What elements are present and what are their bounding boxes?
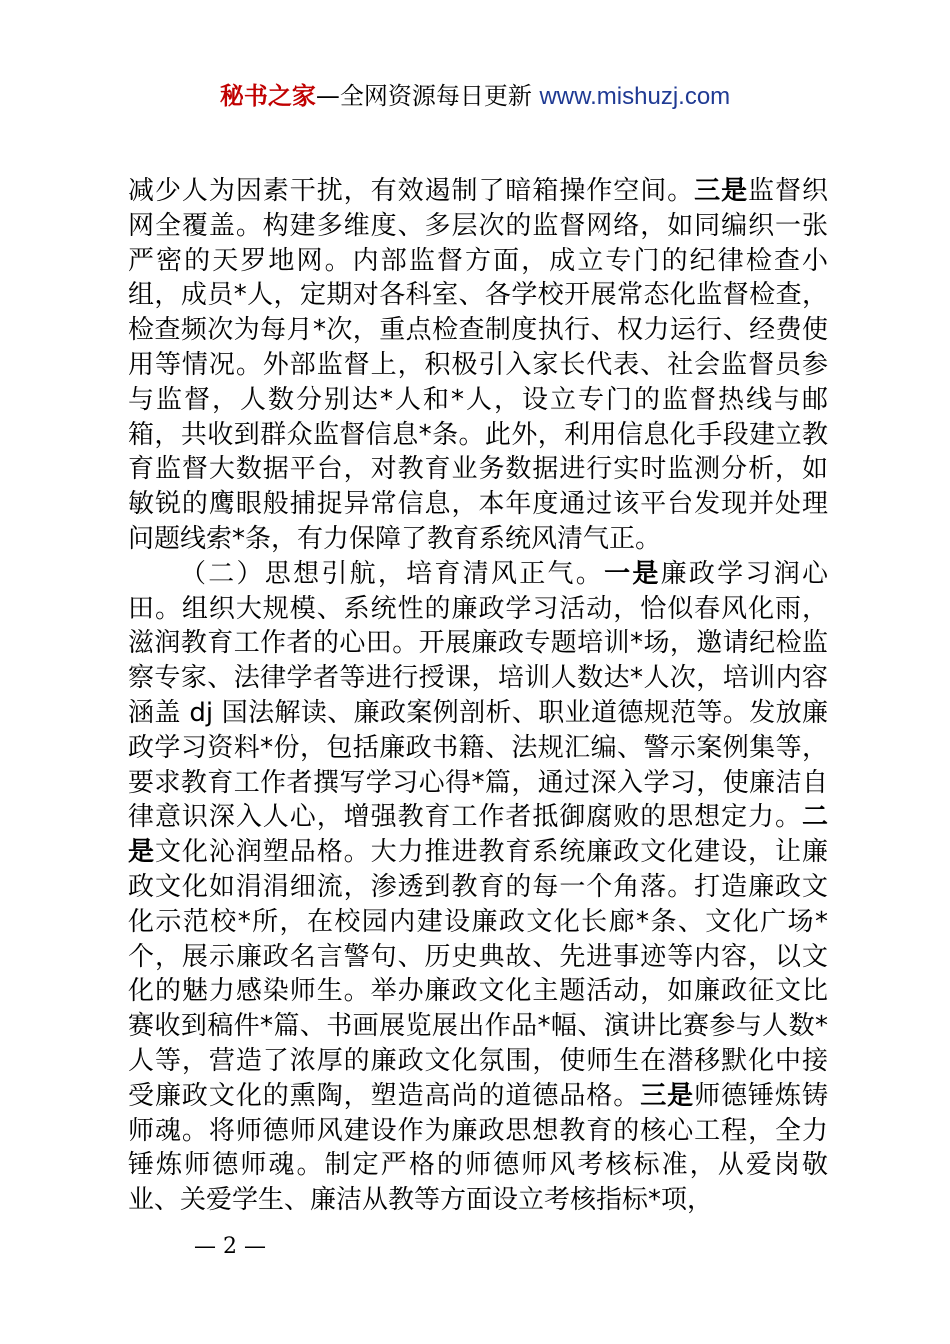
site-url-link[interactable]: www.mishuzj.com: [539, 83, 731, 110]
site-tagline: —全网资源每日更新: [315, 82, 540, 110]
site-header: [0, 80, 950, 113]
paragraph-1: [128, 174, 828, 557]
text-run: 廉政学习润心田。组织大规模、系统性的廉政学习活动，恰似春风化雨，滋润教育工作者的心田。开展廉政专题培训*场，邀请纪检监察专家、法律学者等进行授课，培训人数达*人次，培训内容涵盖 dj 国法解读、廉政案例剖析、职业道德规范等。发放廉政学习资料*份，包括廉政书籍、法规汇编、警示案例集等，要求教育工作者撰写学习心得*篇，通过深入学习，使廉洁自律意识深入人心，增强教育工作者抵御腐败的思想定力。: [128, 558, 828, 833]
emphasis-run: 二是: [128, 802, 828, 868]
page-number: — 2 —: [194, 1234, 266, 1259]
site-brand: 秘书之家: [219, 82, 316, 110]
emphasis-run: 三是: [640, 1080, 695, 1111]
text-run: 减少人为因素干扰，有效遏制了暗箱操作空间。: [128, 176, 695, 206]
text-run: 师德锤炼铸师魂。将师德师风建设作为廉政思想教育的核心工程，全力锤炼师德师魂。制定严格的师德师风考核标准，从爱岗敬业、关爱学生、廉洁从教等方面设立考核指标*项，: [128, 1080, 828, 1216]
document-body: [128, 174, 828, 1218]
section-heading-run: （二）思想引航，培育清风正气。: [180, 558, 605, 589]
text-run: 文化沁润塑品格。大力推进教育系统廉政文化建设，让廉政文化如涓涓细流，渗透到教育的每一个角落。打造廉政文化示范校*所，在校园内建设廉政文化长廊*条、文化广场*个，展示廉政名言警句、历史典故、先进事迹等内容，以文化的魅力感染师生。举办廉政文化主题活动，如廉政征文比赛收到稿件*篇、书画展览展出作品*幅、演讲比赛参与人数*人等，营造了浓厚的廉政文化氛围，使师生在潜移默化中接受廉政文化的熏陶，塑造高尚的道德品格。: [128, 837, 828, 1111]
emphasis-run: 一是: [604, 558, 661, 589]
paragraph-2: [128, 557, 828, 1218]
text-run: 监督织网全覆盖。构建多维度、多层次的监督网络，如同编织一张严密的天罗地网。内部监督方面，成立专门的纪律检查小组，成员*人，定期对各科室、各学校开展常态化监督检查，检查频次为每月*次，重点检查制度执行、权力运行、经费使用等情况。外部监督上，积极引入家长代表、社会监督员参与监督，人数分别达*人和*人，设立专门的监督热线与邮箱，共收到群众监督信息*条。此外，利用信息化手段建立教育监督大数据平台，对教育业务数据进行实时监测分析，如敏锐的鹰眼般捕捉异常信息，本年度通过该平台发现并处理问题线索*条，有力保障了教育系统风清气正。: [128, 176, 828, 554]
emphasis-run: 三是: [694, 176, 749, 206]
